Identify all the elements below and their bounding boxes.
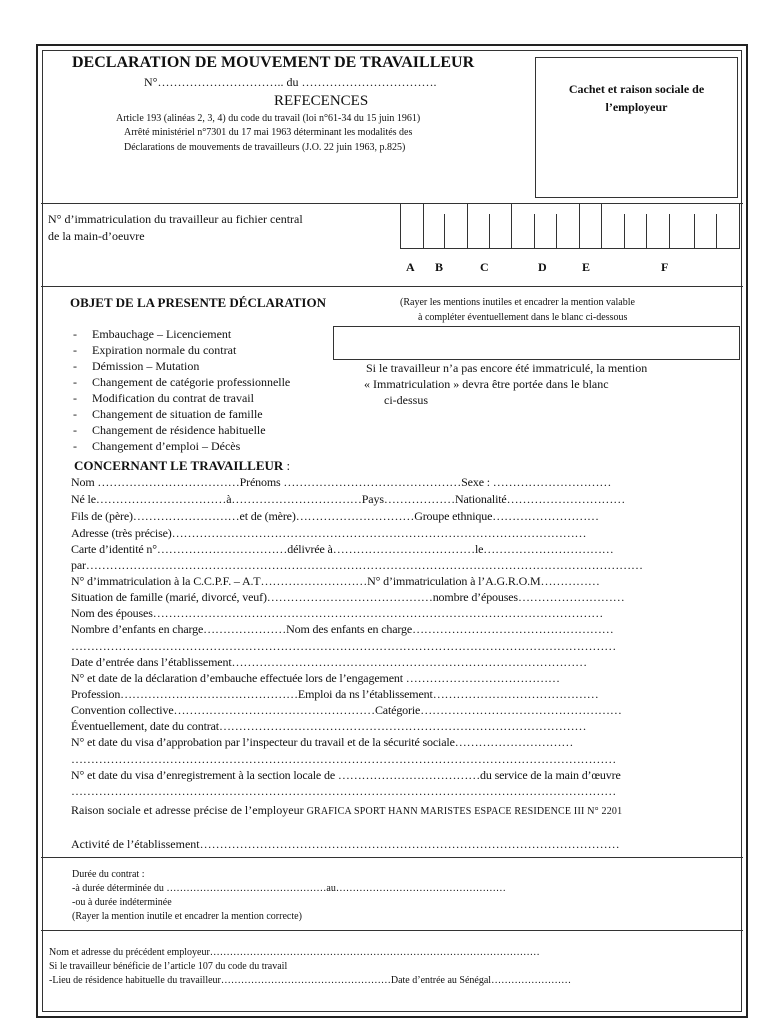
activite-line: Activité de l’établissement…………………………………………………………………………………………… (71, 837, 620, 851)
employer-line (71, 804, 622, 817)
grid-cell-divider (716, 214, 717, 248)
section-divider (41, 857, 743, 858)
field-line: ………………………………………………………………………………………………………………………… (71, 752, 617, 766)
field-line: Carte d’identité n°……………………………délivrée à………………………………le…………………………… (71, 542, 614, 556)
reference-line: Déclarations de mouvements de travailleurs (J.O. 22 juin 1963, p.825) (124, 142, 406, 153)
grid-letter-f: F (661, 260, 669, 274)
precedent-line: Si le travailleur bénéficie de l’article 107 du code du travail (49, 961, 288, 972)
field-line: N° et date du visa d’approbation par l’inspecteur du travail et de la sécurité sociale………………………… (71, 735, 574, 749)
field-line: Nom ………………………………Prénoms ………………………………………Sexe : ………………………… (71, 475, 612, 489)
stamp-label: l’employeur (605, 100, 668, 114)
contrat-line: -ou à durée indéterminée (72, 897, 172, 908)
field-line: N° et date du visa d’enregistrement à la section locale de ………………………………du service de la main d’œuvre (71, 768, 621, 782)
grid-cell-divider (739, 204, 740, 248)
field-line: Profession………………………………………Emploi da ns l’établissement…………………………………… (71, 687, 599, 701)
grid-letter-a: A (406, 260, 415, 274)
stamp-label: Cachet et raison sociale de (568, 82, 705, 96)
immatriculation-note: « Immatriculation » devra être portée dans le blanc (364, 377, 609, 391)
objet-note: à compléter éventuellement dans le blanc ci-dessous (418, 312, 628, 323)
grid-letter-d: D (538, 260, 547, 274)
field-line: Adresse (très précise)…………………………………………………………………………………………… (71, 526, 587, 540)
field-line: Nombre d’enfants en charge…………………Nom des enfants en charge…………………………………………… (71, 622, 614, 636)
grid-letter-e: E (582, 260, 591, 274)
field-line: N° d’immatriculation à la C.C.P.F. – A.T………………………N° d’immatriculation à l’A.G.R.O.M…………… (71, 574, 600, 588)
objet-item: - Embauchage – Licenciement (73, 327, 232, 341)
reference-line: Article 193 (alinéas 2, 3, 4) du code du travail (loi n°61-34 du 15 juin 1961) (116, 113, 421, 124)
grid-letter-c: C (480, 260, 489, 274)
grid-baseline (400, 248, 740, 249)
field-line: ………………………………………………………………………………………………………………………… (71, 639, 617, 653)
employer-value: GRAFICA SPORT HANN MARISTES ESPACE RESIDENCE III N° 2201 (306, 806, 623, 817)
employer-label: Raison sociale et adresse précise de l’employeur (71, 803, 307, 817)
precedent-line: -Lieu de résidence habituelle du travailleur……………………………………………Date d’entrée au Sénégal…………………… (49, 975, 572, 986)
field-line: N° et date de la déclaration d’embauche effectuée lors de l’engagement ………………………………… (71, 671, 560, 685)
contrat-line: (Rayer la mention inutile et encadrer la mention correcte) (72, 911, 302, 922)
field-line: Convention collective……………………………………………Catégorie…………………………………………… (71, 703, 622, 717)
objet-item: - Démission – Mutation (73, 359, 200, 373)
objet-item: - Modification du contrat de travail (73, 391, 254, 405)
grid-cell-divider (511, 204, 512, 248)
field-line: par…………………………………………………………………………………………………………………………… (71, 558, 643, 572)
grid-letter-b: B (435, 260, 444, 274)
grid-cell-divider (669, 214, 670, 248)
reference-line: Arrêté ministériel n°7301 du 17 mai 1963 déterminant les modalités des (124, 127, 413, 138)
grid-cell-divider (423, 204, 424, 248)
immatriculation-label: de la main-d’oeuvre (48, 229, 145, 243)
grid-cell-divider (534, 214, 535, 248)
grid-cell-divider (556, 214, 557, 248)
travailleur-heading: CONCERNANT LE TRAVAILLEUR : (74, 458, 291, 473)
precedent-line: Nom et adresse du précédent employeur……………………………………………………………………………………… (49, 947, 540, 958)
travailleur-title: CONCERNANT LE TRAVAILLEUR (74, 458, 284, 473)
objet-note: (Rayer les mentions inutiles et encadrer la mention valable (400, 297, 635, 308)
objet-item: - Expiration normale du contrat (73, 343, 237, 357)
grid-cell-divider (489, 214, 490, 248)
immatriculation-note: Si le travailleur n’a pas encore été immatriculé, la mention (366, 361, 648, 375)
objet-title: OBJET DE LA PRESENTE DÉCLARATION (70, 295, 326, 310)
grid-cell-divider (579, 204, 580, 248)
grid-cell-divider (624, 214, 625, 248)
objet-item: - Changement de résidence habituelle (73, 423, 266, 437)
section-divider (41, 203, 743, 204)
references-title: REFECENCES (274, 93, 369, 109)
grid-cell-divider (646, 214, 647, 248)
grid-cell-divider (444, 214, 445, 248)
declaration-number-line: N°………………………….. du ……………………………. (144, 75, 437, 89)
section-divider (41, 286, 743, 287)
grid-cell-divider (400, 204, 401, 248)
field-line: Fils de (père)………………………et de (mère)…………………………Groupe ethnique……………………… (71, 509, 599, 523)
field-line: Situation de famille (marié, divorcé, veuf)……………………………………nombre d’épouses……………………… (71, 590, 625, 604)
immatriculation-note: ci-dessus (384, 393, 428, 407)
contrat-line: -à durée déterminée du …………………………………………au…………………………………………… (72, 883, 506, 894)
objet-item: - Changement de catégorie professionnelle (73, 375, 291, 389)
grid-cell-divider (601, 204, 602, 248)
grid-cell-divider (467, 204, 468, 248)
section-divider (41, 930, 743, 931)
objet-item: - Changement de situation de famille (73, 407, 263, 421)
contrat-line: Durée du contrat : (72, 869, 145, 880)
form-title: DECLARATION DE MOUVEMENT DE TRAVAILLEUR (72, 54, 475, 71)
field-line: Nom des épouses…………………………………………………………………………………………………… (71, 606, 604, 620)
grid-cell-divider (694, 214, 695, 248)
objet-blank-box (333, 326, 740, 360)
employer-stamp-box (535, 57, 738, 198)
immatriculation-label: N° d’immatriculation du travailleur au fichier central (48, 212, 303, 226)
objet-item: - Changement d’emploi – Décès (73, 439, 241, 453)
field-line: ………………………………………………………………………………………………………………………… (71, 784, 617, 798)
field-line: Né le……………………………à……………………………Pays………………Nationalité………………………… (71, 492, 626, 506)
field-line: Éventuellement, date du contrat………………………………………………………………………………… (71, 719, 587, 733)
field-line: Date d’entrée dans l’établissement……………………………………………………………………………… (71, 655, 587, 669)
